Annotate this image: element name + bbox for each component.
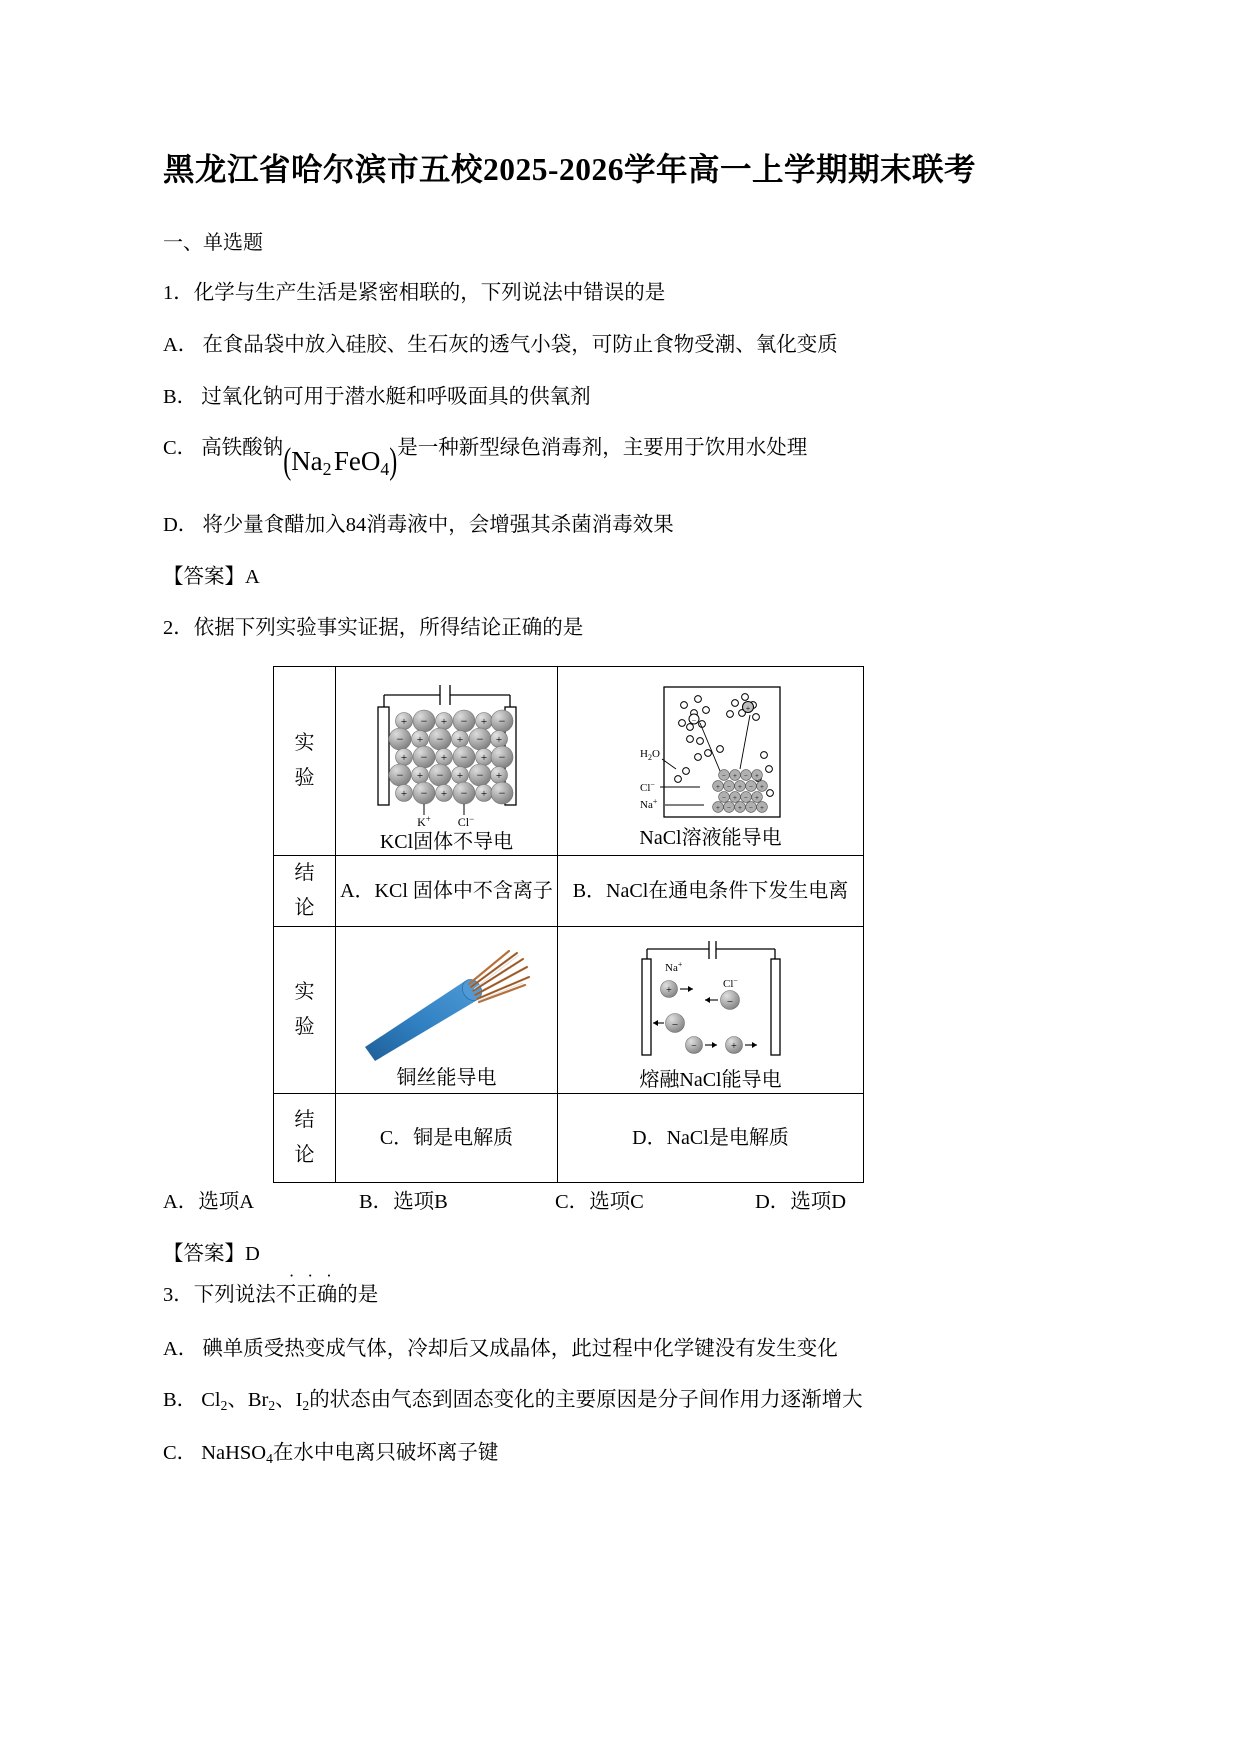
svg-text:+: +	[456, 769, 463, 782]
question-2-stem	[163, 616, 1090, 642]
svg-text:−: −	[690, 1040, 697, 1052]
row-label-conclusion-2	[274, 1093, 336, 1182]
question-1-option-b	[163, 385, 1090, 411]
option-label: C．	[163, 1442, 198, 1465]
option-text-after: 是一种新型绿色消毒剂，主要用于饮用水处理	[397, 437, 808, 460]
row-label-char: 结	[294, 861, 315, 884]
option-label: A．	[163, 334, 199, 356]
svg-text:+: +	[480, 715, 487, 728]
choice-text: 选项A	[198, 1190, 255, 1213]
cell-experiment-nacl-solution	[558, 666, 864, 855]
kcl-solid-lattice-figure	[354, 677, 540, 827]
row-label-char: 验	[294, 766, 315, 789]
answer-value: D	[245, 1242, 260, 1265]
svg-text:−: −	[476, 731, 483, 746]
conclusion-option-d: D．NaCl是电解质	[558, 1093, 864, 1182]
svg-text:+: +	[715, 782, 720, 791]
option-text: 在食品袋中放入硅胶、生石灰的透气小袋，可防止食物受潮、氧化变质	[202, 334, 838, 356]
question-2-choices	[163, 1189, 1090, 1216]
chemical-formula-sodium-ferrate: ($Na_2$ FeO$_4$)	[283, 442, 398, 483]
svg-text:+: +	[715, 803, 720, 812]
svg-text:−: −	[420, 785, 427, 800]
cell-experiment-kcl-solid	[336, 666, 558, 855]
choice-label: D．	[755, 1190, 791, 1213]
ion-label-cl-minus: Cl−	[457, 813, 474, 827]
svg-text:−: −	[436, 767, 443, 782]
svg-text:+: +	[440, 751, 447, 764]
choice-text: 选项D	[790, 1190, 847, 1213]
option-text: $Cl_2$、$Br_2$、$I_2$的状态由气态到固态变化的主要原因是分子间作用力逐渐增大	[201, 1389, 863, 1414]
conclusion-option-c: C．铜是电解质	[336, 1093, 558, 1182]
question-1-stem	[163, 281, 1090, 307]
svg-text:+: +	[495, 769, 502, 782]
answer-label: 【答案】	[163, 1242, 245, 1265]
conclusion-option-b: B．NaCl在通电条件下发生电离	[558, 855, 864, 926]
question-3-option-a	[163, 1337, 1090, 1363]
caption-copper-wire: 铜丝能导电	[396, 1066, 497, 1089]
svg-text:+: +	[416, 769, 423, 782]
question-1-answer	[163, 565, 1090, 591]
ion-label-na-plus: Na+	[639, 796, 657, 811]
row-label-char: 结	[294, 1108, 315, 1131]
option-text: NaHSO$_4$在水中电离只破坏离子键	[201, 1442, 499, 1466]
svg-text:−: −	[460, 785, 467, 800]
svg-text:−: −	[476, 767, 483, 782]
option-label: D．	[163, 514, 199, 537]
svg-text:−: −	[460, 749, 467, 764]
caption-kcl-solid: KCl固体不导电	[379, 830, 514, 853]
svg-text:+: +	[400, 787, 407, 800]
table-row	[274, 855, 864, 926]
svg-text:+: +	[759, 782, 764, 791]
question-3-text-after: 的是	[337, 1284, 379, 1307]
row-label-char: 论	[294, 896, 315, 919]
question-1-option-c	[163, 436, 1090, 483]
molten-nacl-figure	[617, 937, 805, 1065]
option-text: 将少量食醋加入84消毒液中，会增强其杀菌消毒效果	[202, 514, 674, 537]
svg-text:−: −	[498, 749, 505, 764]
svg-text:−: −	[726, 803, 731, 812]
question-3-emph-text: 不正确	[275, 1284, 338, 1307]
row-label-char: 实	[294, 731, 315, 754]
svg-text:+: +	[730, 1040, 737, 1052]
kcl-lattice-svg	[354, 677, 540, 827]
svg-text:−: −	[498, 785, 505, 800]
question-2-choice-c	[555, 1189, 755, 1216]
question-3-number: 3．	[163, 1284, 194, 1307]
choice-text: 选项C	[589, 1190, 644, 1213]
svg-text:+: +	[754, 793, 759, 802]
ion-label-h2o: $H_2O$	[639, 747, 660, 762]
svg-text:+: +	[754, 771, 759, 780]
option-label: C．	[163, 437, 198, 460]
row-label-experiment-1	[274, 666, 336, 855]
question-3-emphasis	[275, 1266, 345, 1307]
row-label-conclusion-1	[274, 855, 336, 926]
svg-text:+: +	[416, 733, 423, 746]
question-2-answer	[163, 1242, 1090, 1268]
svg-text:+: +	[759, 803, 764, 812]
svg-text:−: −	[396, 767, 403, 782]
row-label-char: 验	[294, 1015, 315, 1038]
question-2-choice-a	[163, 1189, 359, 1216]
nacl-solution-figure	[638, 683, 784, 823]
svg-text:+: +	[480, 787, 487, 800]
svg-text:+: +	[665, 984, 672, 996]
question-2-choice-b	[359, 1189, 555, 1216]
svg-text:+: +	[480, 751, 487, 764]
experiment-conclusion-table	[273, 666, 864, 1183]
table-row	[274, 1093, 864, 1182]
question-1-option-a	[163, 333, 1090, 359]
nacl-solution-svg	[638, 683, 784, 823]
svg-text:+: +	[732, 771, 737, 780]
choice-label: C．	[555, 1190, 590, 1213]
ion-label-na-plus: Na+	[664, 959, 682, 974]
choice-text: 选项B	[393, 1190, 448, 1213]
svg-text:+: +	[400, 751, 407, 764]
copper-wire-figure	[347, 943, 547, 1063]
ion-label-cl-minus: Cl−	[722, 975, 738, 990]
question-3-option-b	[163, 1388, 1090, 1415]
question-3-text-before: 下列说法	[193, 1284, 276, 1307]
answer-value: A	[245, 565, 260, 588]
choice-label: A．	[163, 1190, 199, 1213]
molten-nacl-svg	[617, 937, 805, 1065]
table-row	[274, 926, 864, 1093]
question-2-number: 2．	[163, 617, 194, 640]
svg-text:−: −	[743, 793, 748, 802]
svg-text:−: −	[748, 782, 753, 791]
svg-text:−: −	[691, 715, 696, 725]
svg-text:+: +	[495, 733, 502, 746]
option-label: A．	[163, 1337, 199, 1360]
option-text: 过氧化钠可用于潜水艇和呼吸面具的供氧剂	[201, 385, 591, 408]
row-label-char: 实	[294, 980, 315, 1003]
section-heading: 一、单选题	[163, 232, 263, 255]
svg-text:−: −	[721, 793, 726, 802]
question-2-choice-d	[755, 1189, 846, 1216]
question-3-option-c	[163, 1441, 1090, 1468]
conclusion-option-a: A．KCl 固体中不含离子	[336, 855, 558, 926]
copper-wire-svg	[347, 943, 547, 1063]
svg-text:−: −	[396, 731, 403, 746]
question-1-text: 化学与生产生活是紧密相联的，下列说法中错误的是	[193, 282, 666, 305]
caption-molten-nacl: 熔融NaCl能导电	[639, 1068, 782, 1091]
svg-text:−: −	[436, 731, 443, 746]
svg-text:+: +	[440, 715, 447, 728]
cell-experiment-molten-nacl	[558, 926, 864, 1093]
question-1-option-d	[163, 513, 1090, 539]
svg-text:−: −	[743, 771, 748, 780]
svg-text:−: −	[726, 782, 731, 791]
option-label: B．	[163, 385, 198, 408]
svg-text:+: +	[737, 782, 742, 791]
caption-nacl-solution: NaCl溶液能导电	[639, 826, 782, 849]
row-label-char: 论	[294, 1143, 315, 1166]
svg-text:−: −	[498, 713, 505, 728]
svg-text:−: −	[420, 713, 427, 728]
svg-text:−: −	[748, 803, 753, 812]
option-label: B．	[163, 1389, 198, 1412]
option-text: 碘单质受热变成气体，冷却后又成晶体，此过程中化学键没有发生变化	[202, 1337, 838, 1360]
answer-label: 【答案】	[163, 565, 245, 588]
emphasis-dots: ···	[288, 1266, 345, 1286]
ion-label-cl-minus: Cl−	[639, 779, 655, 794]
table-row	[274, 666, 864, 855]
svg-text:+: +	[440, 787, 447, 800]
choice-label: B．	[359, 1190, 394, 1213]
svg-text:−: −	[460, 713, 467, 728]
svg-text:−: −	[726, 995, 733, 1008]
svg-text:+: +	[745, 703, 750, 713]
page-title: 黑龙江省哈尔滨市五校2025-2026学年高一上学期期末联考	[163, 152, 976, 187]
svg-text:−: −	[420, 749, 427, 764]
cell-experiment-copper-wire	[336, 926, 558, 1093]
svg-text:+: +	[456, 733, 463, 746]
ion-label-k-plus: K+	[416, 813, 431, 827]
svg-text:+: +	[732, 793, 737, 802]
svg-text:−: −	[671, 1018, 678, 1031]
option-text-before: 高铁酸钠	[201, 437, 284, 460]
svg-text:−: −	[721, 771, 726, 780]
row-label-experiment-2	[274, 926, 336, 1093]
svg-text:+: +	[400, 715, 407, 728]
question-2-text: 依据下列实验事实证据，所得结论正确的是	[193, 617, 584, 640]
question-3-stem	[163, 1266, 1090, 1309]
svg-text:+: +	[737, 803, 742, 812]
question-1-number: 1．	[163, 282, 194, 305]
